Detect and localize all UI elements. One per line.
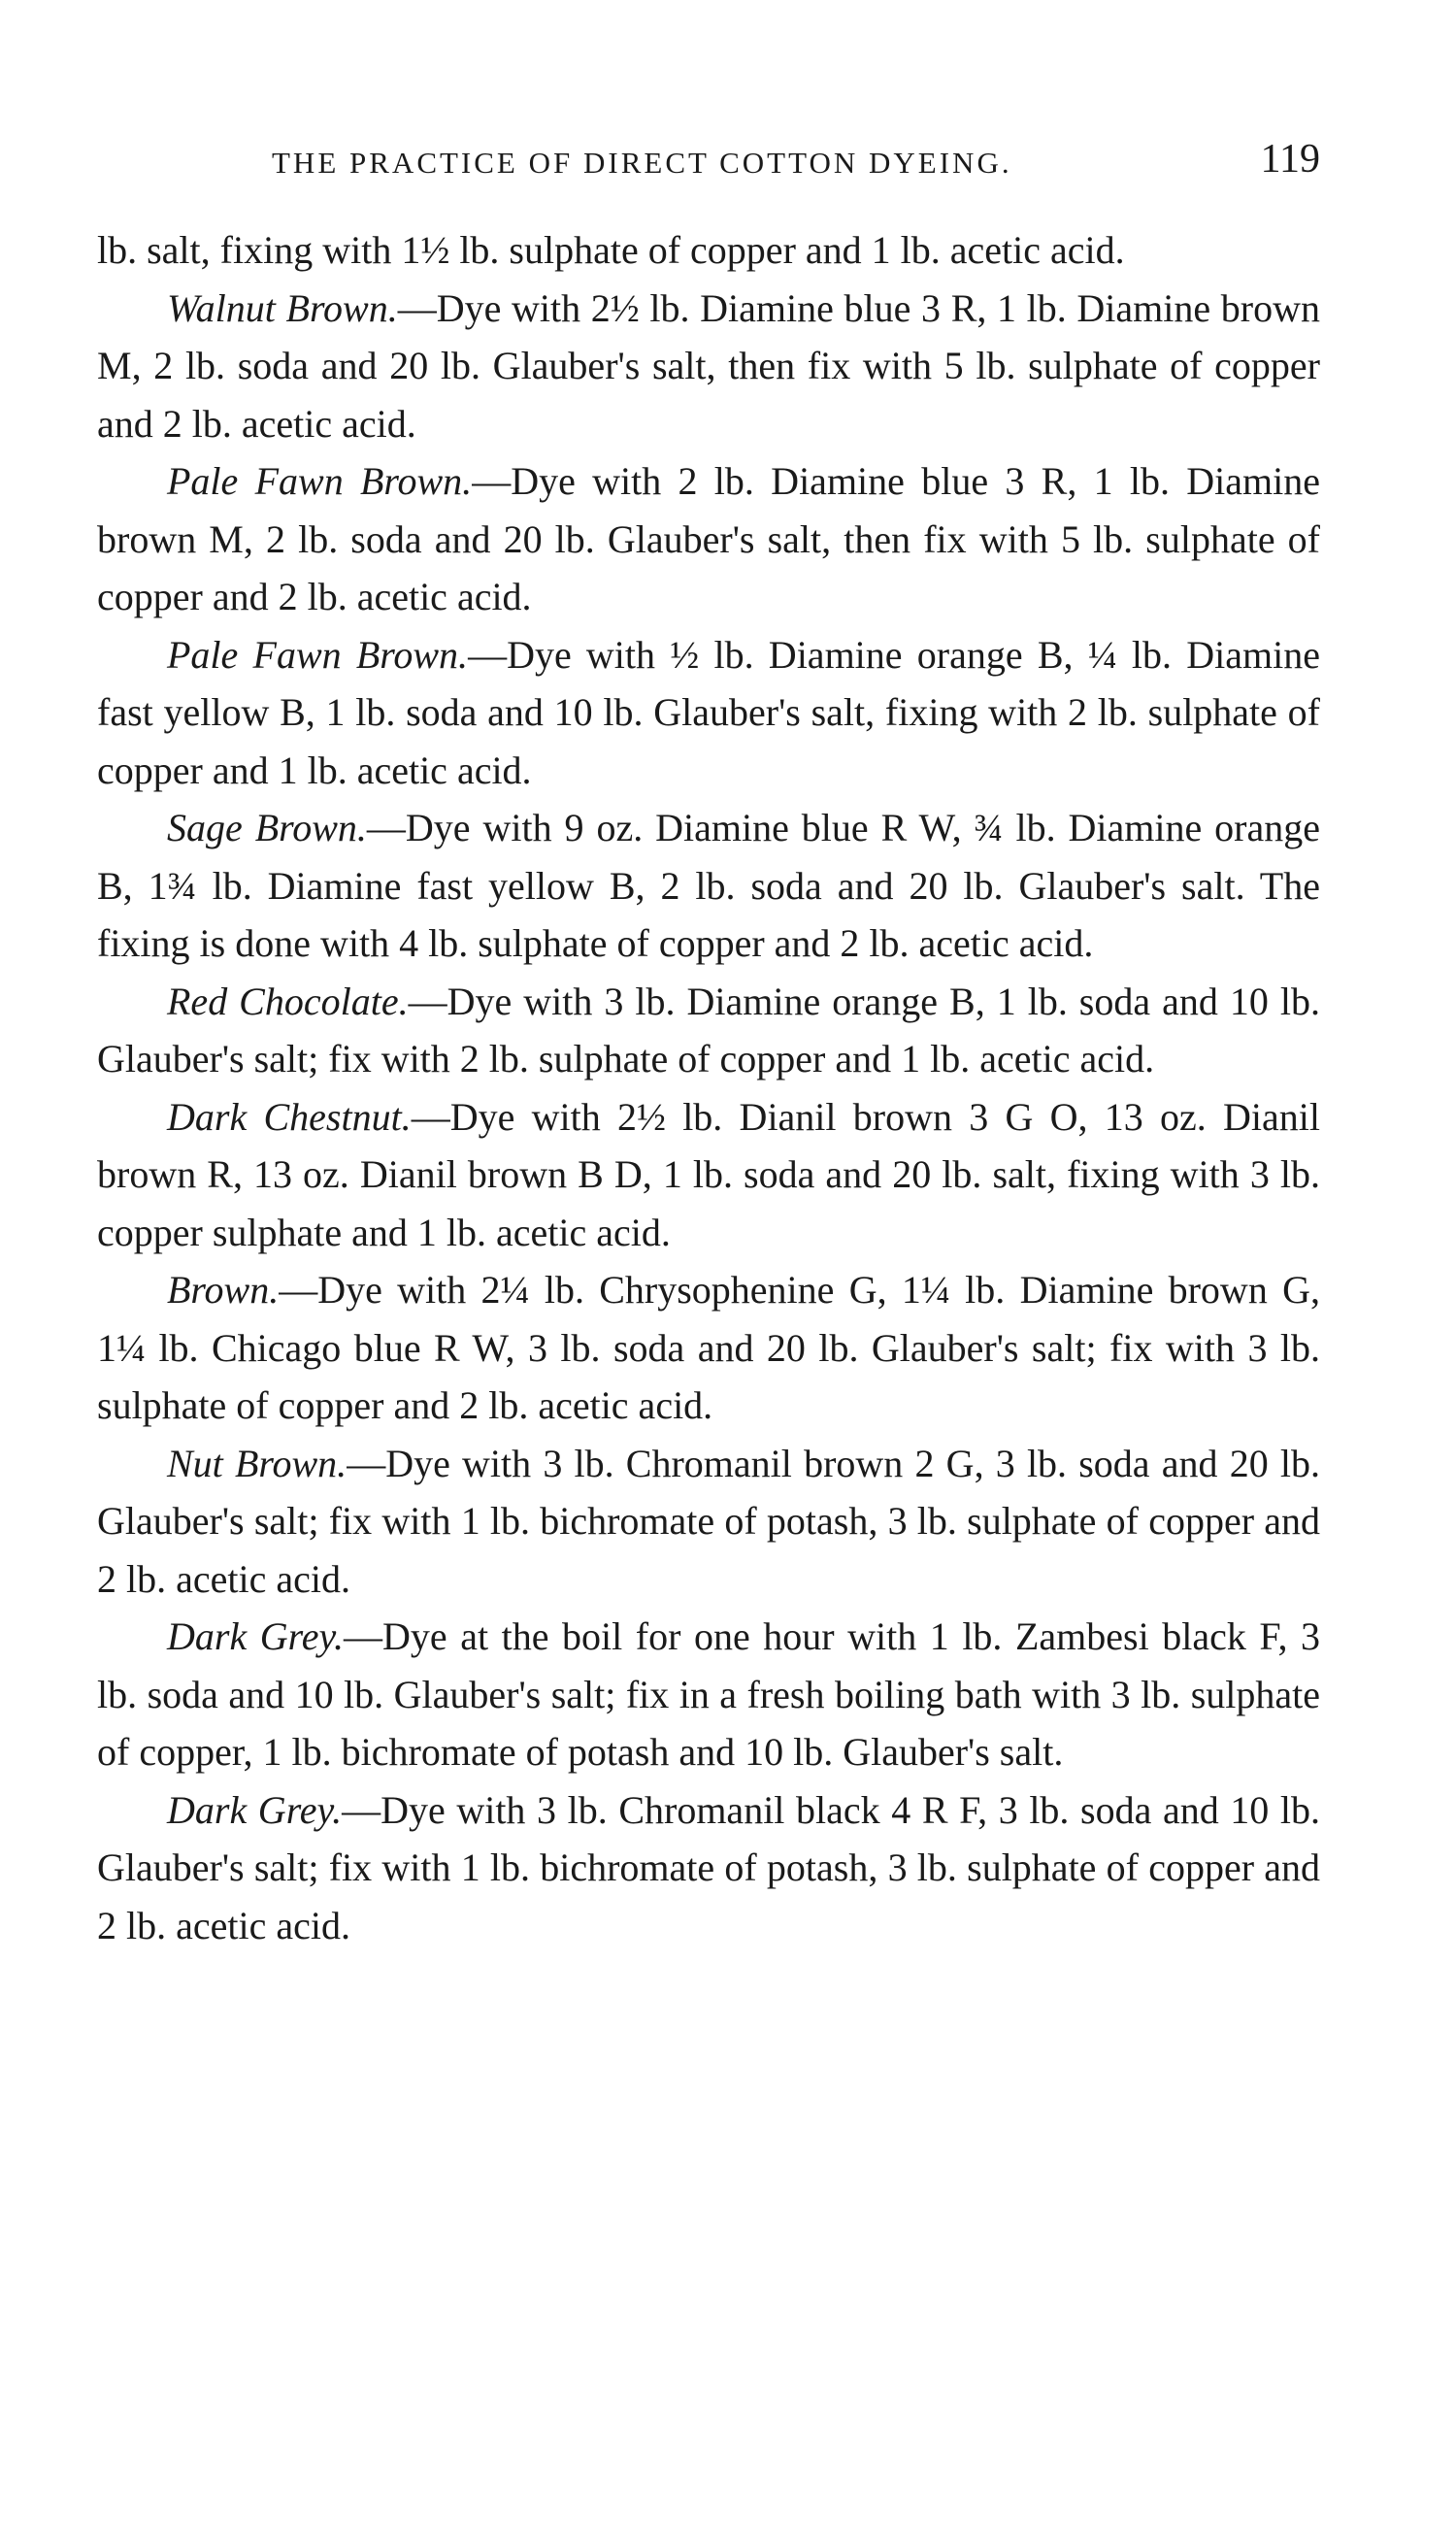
recipe-text: —Dye at the boil for one hour with 1 lb. Zambesi black F, 3 lb. soda and 10 lb. Glauber's salt; fix in a fresh boiling bath with 3 lb. sulphate of copper, 1 lb. bichromate of potash and 10 lb. Glauber's salt.: [97, 1614, 1320, 1774]
paragraph-continuation: [97, 221, 1320, 280]
recipe-name: Dark Grey.: [167, 1787, 343, 1832]
body-text: [97, 221, 1320, 1954]
recipe-name: Sage Brown.: [167, 806, 367, 849]
recipe-red-chocolate: [97, 973, 1320, 1088]
recipe-brown: [97, 1261, 1320, 1435]
recipe-sage-brown: [97, 799, 1320, 973]
recipe-name: Dark Grey.: [167, 1614, 345, 1658]
recipe-text: —Dye with 3 lb. Chromanil brown 2 G, 3 lb. soda and 20 lb. Glauber's salt; fix with 1 lb. bichromate of potash, 3 lb. sulphate of copper and 2 lb. acetic acid.: [97, 1441, 1320, 1601]
running-title: THE PRACTICE OF DIRECT COTTON DYEING.: [272, 146, 1012, 180]
recipe-pale-fawn-brown-1: [97, 452, 1320, 626]
recipe-name: Pale Fawn Brown.: [167, 459, 473, 503]
recipe-name: Brown.: [167, 1268, 280, 1312]
recipe-dark-grey-2: [97, 1781, 1320, 1955]
recipe-dark-chestnut: [97, 1088, 1320, 1262]
recipe-walnut-brown: [97, 280, 1320, 453]
recipe-text: —Dye with 3 lb. Diamine orange B, 1 lb. soda and 10 lb. Glauber's salt; fix with 2 lb. sulphate of copper and 1 lb. acetic acid.: [97, 979, 1320, 1081]
recipe-text: —Dye with 2½ lb. Dianil brown 3 G O, 13 oz. Dianil brown R, 13 oz. Dianil brown B D, 1 lb. soda and 20 lb. salt, fixing with 3 lb. copper sulphate and 1 lb. acetic acid.: [97, 1094, 1320, 1254]
recipe-pale-fawn-brown-2: [97, 626, 1320, 800]
running-header: [97, 136, 1320, 194]
recipe-text: —Dye with 3 lb. Chromanil black 4 R F, 3 lb. soda and 10 lb. Glauber's salt; fix with 1 lb. bichromate of potash, 3 lb. sulphate of copper and 2 lb. acetic acid.: [97, 1787, 1320, 1947]
recipe-text: —Dye with 2½ lb. Diamine blue 3 R, 1 lb. Diamine brown M, 2 lb. soda and 20 lb. Glauber's salt, then fix with 5 lb. sulphate of copper and 2 lb. acetic acid.: [97, 285, 1320, 446]
page-number: 119: [1260, 137, 1320, 182]
recipe-text: —Dye with 2 lb. Diamine blue 3 R, 1 lb. Diamine brown M, 2 lb. soda and 20 lb. Glauber's salt, then fix with 5 lb. sulphate of copper and 2 lb. acetic acid.: [97, 459, 1321, 618]
recipe-name: Nut Brown.: [167, 1441, 347, 1485]
recipe-text: —Dye with 9 oz. Diamine blue R W, ¾ lb. Diamine orange B, 1¾ lb. Diamine fast yellow B, 2 lb. soda and 20 lb. Glauber's salt. The fixing is done with 4 lb. sulphate of copper and 2 lb. acetic acid.: [97, 806, 1320, 965]
paragraph-text: lb. salt, fixing with 1½ lb. sulphate of copper and 1 lb. acetic acid.: [97, 228, 1125, 272]
recipe-text: —Dye with 2¼ lb. Chrysophenine G, 1¼ lb. Diamine brown G, 1¼ lb. Chicago blue R W, 3 lb. soda and 20 lb. Glauber's salt; fix with 3 lb. sulphate of copper and 2 lb. acetic acid.: [97, 1268, 1320, 1427]
recipe-nut-brown: [97, 1435, 1320, 1609]
recipe-name: Dark Chestnut.: [167, 1094, 412, 1139]
recipe-name: Walnut Brown.: [167, 285, 398, 330]
recipe-name: Pale Fawn Brown.: [167, 632, 469, 677]
recipe-text: —Dye with ½ lb. Diamine orange B, ¼ lb. Diamine fast yellow B, 1 lb. soda and 10 lb. Glauber's salt, fixing with 2 lb. sulphate of copper and 1 lb. acetic acid.: [97, 632, 1321, 792]
recipe-name: Red Chocolate.: [167, 979, 409, 1023]
recipe-dark-grey-1: [97, 1608, 1320, 1781]
